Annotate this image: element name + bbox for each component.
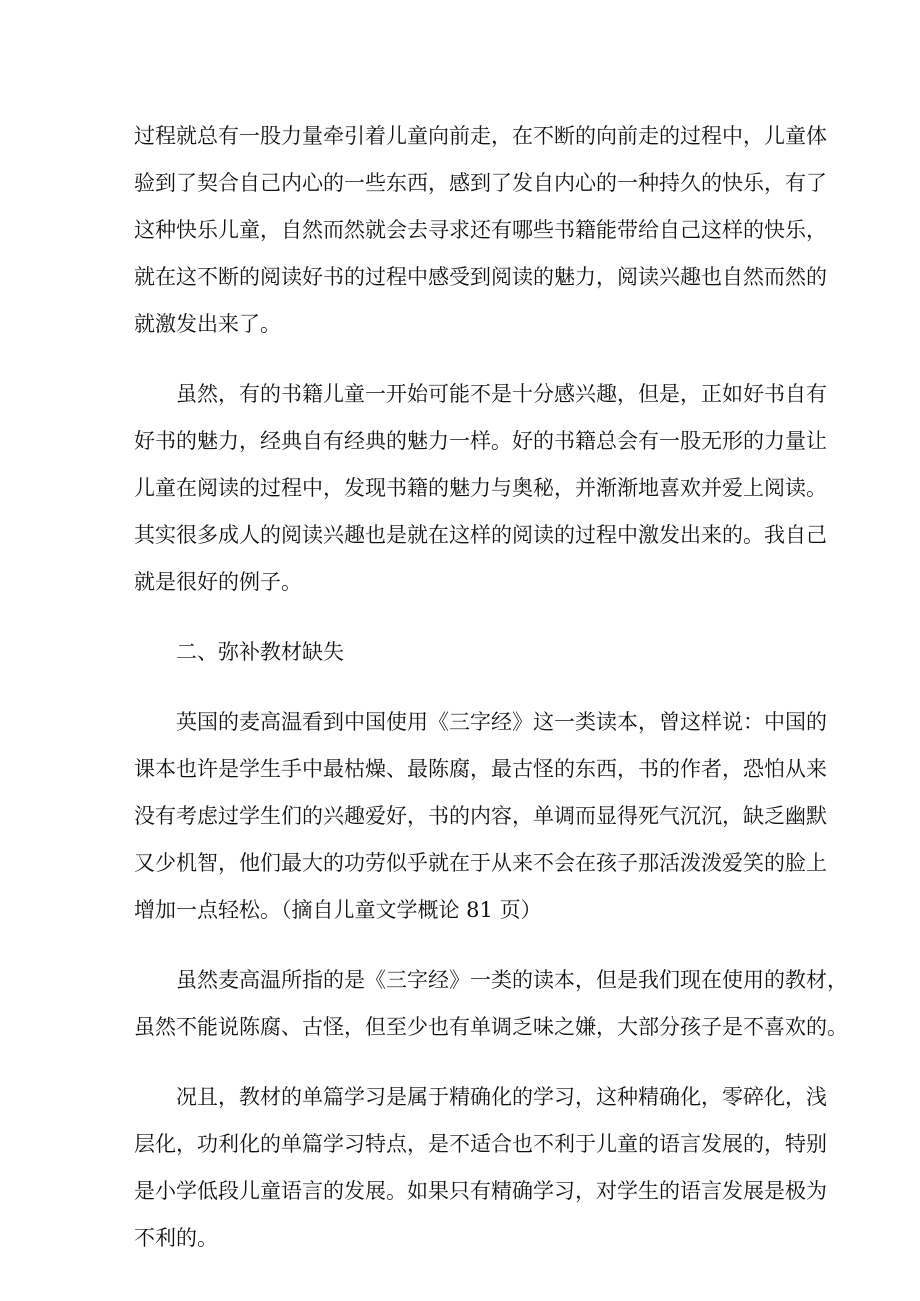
- text-line: 不利的。: [134, 1226, 218, 1250]
- text-line: 英国的麦高温看到中国使用《三字经》这一类读本，曾这样说：中国的: [176, 710, 827, 734]
- text-line: 虽然，有的书籍儿童一开始可能不是十分感兴趣，但是，正如好书自有: [176, 382, 827, 406]
- section-heading: [134, 629, 794, 676]
- text-line: 虽然不能说陈腐、古怪，但至少也有单调乏味之嫌，大部分孩子是不喜欢的。: [134, 1015, 848, 1039]
- text-line: 课本也许是学生手中最枯燥、最陈腐，最古怪的东西，书的作者，恐怕从来: [134, 757, 827, 781]
- text-line: 没有考虑过学生们的兴趣爱好，书的内容，单调而显得死气沉沉，缺乏幽默: [134, 804, 827, 828]
- text-line: 就是很好的例子。: [134, 570, 302, 594]
- paragraph-macgowan-quote: [134, 699, 827, 934]
- paragraph-reading-joy: [134, 113, 827, 348]
- paragraph-single-text-learning: [134, 1074, 827, 1262]
- document-body: [134, 113, 848, 1262]
- text-line: 况且，教材的单篇学习是属于精确化的学习，这种精确化，零碎化，浅: [176, 1085, 827, 1109]
- text-line: 验到了契合自己内心的一些东西，感到了发自内心的一种持久的快乐，有了: [134, 171, 827, 195]
- text-line: 虽然麦高温所指的是《三字经》一类的读本，但是我们现在使用的教材，: [176, 968, 848, 992]
- section-heading-text: 二、弥补教材缺失: [176, 640, 344, 664]
- paragraph-book-charm: [134, 371, 827, 606]
- paragraph-current-textbooks: [134, 957, 848, 1051]
- text-line: 好书的魅力，经典自有经典的魅力一样。好的书籍总会有一股无形的力量让: [134, 429, 827, 453]
- text-line: 其实很多成人的阅读兴趣也是就在这样的阅读的过程中激发出来的。我自己: [134, 523, 827, 547]
- text-line: 这种快乐儿童，自然而然就会去寻求还有哪些书籍能带给自己这样的快乐，: [134, 218, 827, 242]
- text-line: 是小学低段儿童语言的发展。如果只有精确学习，对学生的语言发展是极为: [134, 1179, 827, 1203]
- text-line: 儿童在阅读的过程中，发现书籍的魅力与奥秘，并渐渐地喜欢并爱上阅读。: [134, 476, 827, 500]
- text-line: 过程就总有一股力量牵引着儿童向前走，在不断的向前走的过程中，儿童体: [134, 124, 827, 148]
- text-line: 就在这不断的阅读好书的过程中感受到阅读的魅力，阅读兴趣也自然而然的: [134, 265, 827, 289]
- text-line: 又少机智，他们最大的功劳似乎就在于从来不会在孩子那活泼泼爱笑的脸上: [134, 851, 827, 875]
- text-line: 就激发出来了。: [134, 312, 281, 336]
- text-line: 增加一点轻松。（摘自儿童文学概论 81 页）: [134, 898, 542, 922]
- text-line: 层化，功利化的单篇学习特点，是不适合也不利于儿童的语言发展的，特别: [134, 1132, 827, 1156]
